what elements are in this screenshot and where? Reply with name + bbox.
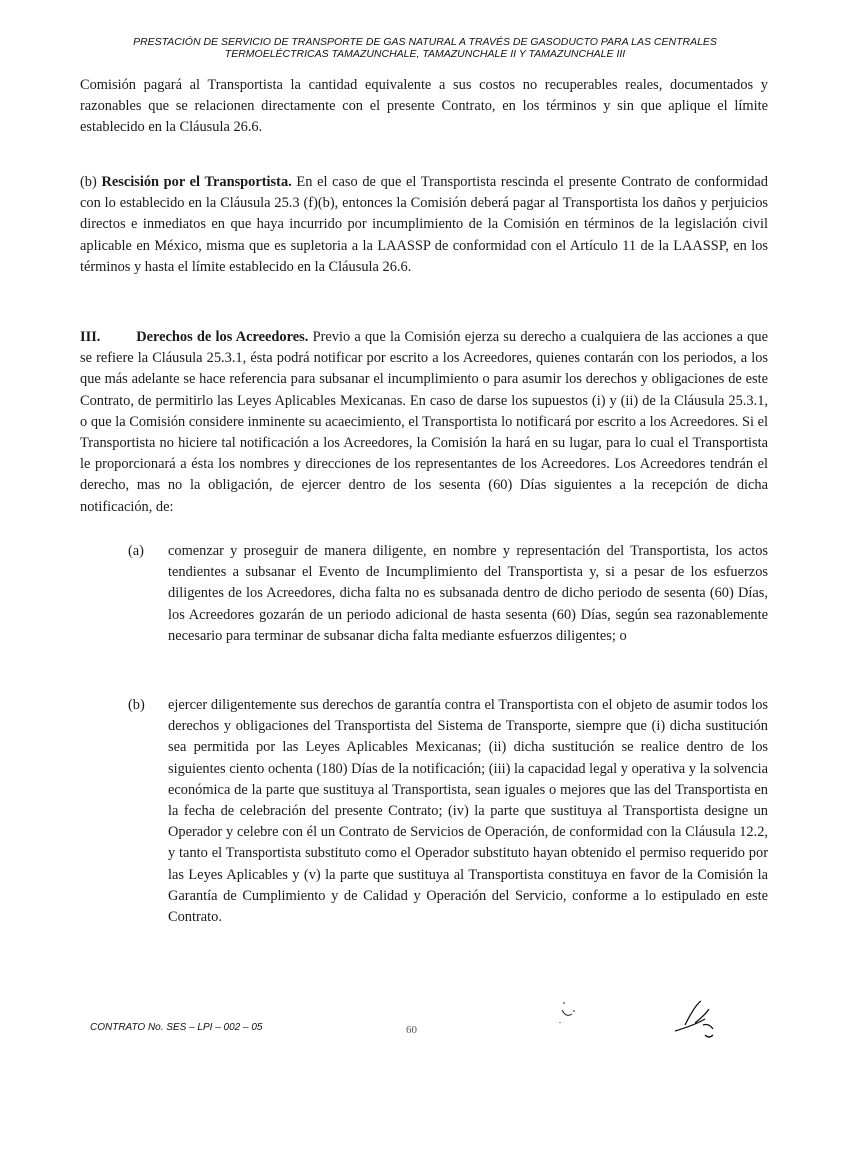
paragraph-rescision <box>80 172 768 278</box>
section-number: III. <box>80 329 101 345</box>
paragraph-text: En el caso de que el Transportista rescinda el presente Contrato de conformidad con lo establecido en la Cláusula 25.3 (f)(b), entonces la Comisión deberá pagar al Transportista los daños y perjuicios directos e inmediatos en que haya incurrido por incumplimiento de la Comisión en términos de la legislación civil aplicable en México, misma que es supletoria a la LAASSP de conformidad con el Artículo 11 de la LAASSP, en los términos y hasta el límite establecido en la Cláusula 26.6. <box>80 174 768 275</box>
document-header <box>60 36 790 60</box>
paragraph-label: (b) <box>80 174 97 190</box>
paragraph-title: Rescisión por el Transportista. <box>101 174 292 190</box>
page-number: 60 <box>406 1024 417 1036</box>
list-item-label: (a) <box>128 543 144 559</box>
list-item <box>128 695 768 928</box>
section-title: Derechos de los Acreedores. <box>136 329 309 345</box>
list-item <box>128 541 768 647</box>
section-derechos-acreedores <box>80 327 768 518</box>
section-text: Previo a que la Comisión ejerza su derecho a cualquiera de las acciones a que se refiere la Cláusula 25.3.1, ésta podrá notificar por escrito a los Acreedores, quienes contarán con los periodos, a los que más adelante se hace referencia para subsanar el incumplimiento o para asumir los derechos y obligaciones de este Contrato, de permitirlo las Leyes Aplicables Mexicanas. En caso de darse los supuestos (i) y (ii) de la Cláusula 25.3.1, o que la Comisión considere inminente su acaecimiento, el Transportista lo notificará por escrito a los Acreedores. Si el Transportista no hiciere tal notificación a los Acreedores, la Comisión la hará en su lugar, para lo cual el Transportista le proporcionará a ésta los nombres y direcciones de los representantes de los Acreedores. Los Acreedores tendrán el derecho, mas no la obligación, de ejercer dentro de los sesenta (60) Días siguientes a la recepción de dicha notificación, de: <box>80 329 768 515</box>
paragraph-continuation: Comisión pagará al Transportista la cantidad equivalente a sus costos no recuperables reales, documentados y razonables que se relacionen directamente con el presente Contrato, en los términos y sin que aplique el límite establecido en la Cláusula 26.6. <box>80 77 768 136</box>
contract-number: CONTRATO No. SES – LPI – 002 – 05 <box>90 1022 263 1033</box>
initials-signature-icon <box>556 998 586 1028</box>
list-item-label: (b) <box>128 697 145 713</box>
header-line-1: PRESTACIÓN DE SERVICIO DE TRANSPORTE DE GAS NATURAL A TRAVÉS DE GASODUCTO PARA LAS CENTRALES <box>133 36 717 48</box>
list-item-text: comenzar y proseguir de manera diligente, en nombre y representación del Transportista, los actos tendientes a subsanar el Evento de Incumplimiento del Transportista y, si a pesar de los esfuerzos diligentes de los Acreedores, dicha falta no es subsanada dentro de dicho periodo de sesenta (60) Días, los Acreedores gozarán de un periodo adicional de hasta sesenta (60) Días, según sea razonablemente necesario para terminar de subsanar dicha falta mediante esfuerzos diligentes; o <box>168 543 768 644</box>
signature-icon <box>665 995 725 1045</box>
list-item-text: ejercer diligentemente sus derechos de garantía contra el Transportista con el objeto de asumir todos los derechos y obligaciones del Transportista del Sistema de Transporte, siempre que (i) dicha sustitución sea permitida por las Leyes Aplicables Mexicanas; (ii) dicha sustitución se realice dentro de los siguientes ciento ochenta (180) Días de la notificación; (iii) la capacidad legal y operativa y la solvencia económica de la parte que sustituya al Transportista, sean iguales o mejores que las del Transportista en la fecha de celebración del presente Contrato; (iv) la parte que sustituya al Transportista designe un Operador y celebre con él un Contrato de Servicios de Operación, de conformidad con la Cláusula 12.2, y tanto el Transportista substituto como el Operador substituto hayan obtenido el permiso requerido por las Leyes Aplicables y (v) la parte que sustituya al Transportista constituya en favor de la Comisión la Garantía de Cumplimiento y de Calidad y Operación del Servicio, conforme a lo estipulado en este Contrato. <box>168 697 768 926</box>
header-line-2: TERMOELÉCTRICAS TAMAZUNCHALE, TAMAZUNCHALE II Y TAMAZUNCHALE III <box>224 48 626 60</box>
